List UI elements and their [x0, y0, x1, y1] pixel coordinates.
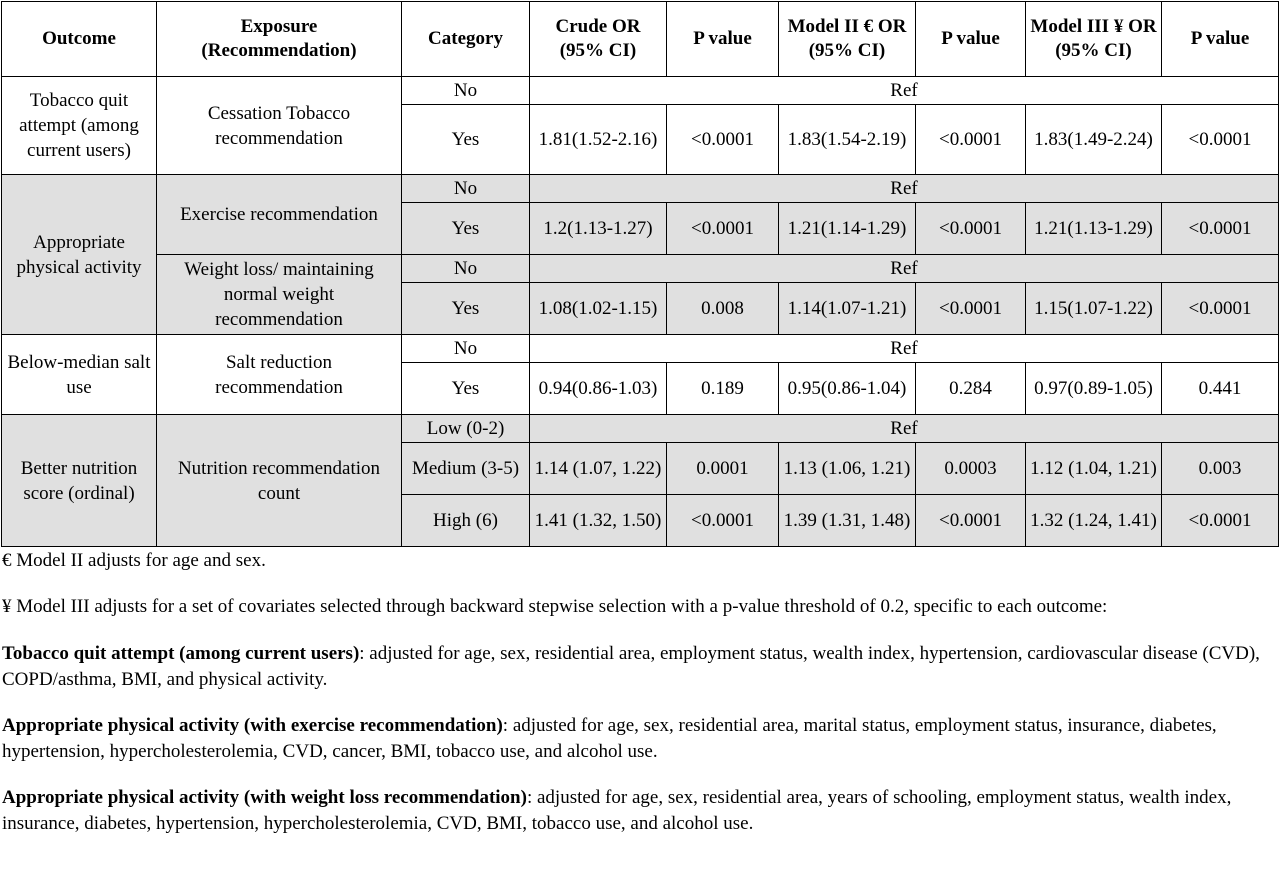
model3-or-cell: 1.21(1.13-1.29) [1026, 203, 1162, 255]
category-cell: High (6) [402, 495, 530, 547]
table-row [2, 335, 1279, 363]
footnote-exercise-text: : adjusted for age, sex, residential area, marital status, employment status, insurance, diabetes, hypertension, hypercholesterolemia, CVD, cancer, BMI, tobacco use, and alcohol use. [2, 715, 1217, 762]
model3-or-cell: 1.12 (1.04, 1.21) [1026, 443, 1162, 495]
footnote-model3: ¥ Model III adjusts for a set of covariates selected through backward stepwise selection with a p-value threshold of 0.2, specific to each outcome: [2, 596, 1108, 617]
exposure-cell: Exercise recommendation [157, 175, 402, 255]
crude-or-cell: 1.14 (1.07, 1.22) [530, 443, 667, 495]
p-value-cell: <0.0001 [667, 105, 779, 175]
p-value-cell: 0.189 [667, 363, 779, 415]
header-p-value-crude: P value [667, 2, 779, 77]
crude-or-cell: 1.81(1.52-2.16) [530, 105, 667, 175]
footnote-exercise-label: Appropriate physical activity (with exercise recommendation) [2, 715, 503, 736]
ref-cell: Ref [530, 77, 1279, 105]
footnote-weight [2, 785, 1274, 837]
footnote-tobacco-text: : adjusted for age, sex, residential area, employment status, wealth index, hypertension, cardiovascular disease (CVD), COPD/asthma, BMI, and physical activity. [2, 643, 1260, 690]
crude-or-cell: 0.94(0.86-1.03) [530, 363, 667, 415]
outcome-cell: Tobacco quit attempt (among current users) [2, 77, 157, 175]
category-cell: Medium (3-5) [402, 443, 530, 495]
p-value-cell: <0.0001 [916, 105, 1026, 175]
outcome-cell: Appropriate physical activity [2, 175, 157, 335]
category-cell: Yes [402, 363, 530, 415]
model3-or-cell: 0.97(0.89-1.05) [1026, 363, 1162, 415]
p-value-cell: 0.003 [1162, 443, 1279, 495]
ref-cell: Ref [530, 335, 1279, 363]
p-value-cell: 0.0001 [667, 443, 779, 495]
footnote-exercise [2, 713, 1274, 765]
p-value-cell: 0.441 [1162, 363, 1279, 415]
table-row [2, 415, 1279, 443]
category-cell: No [402, 77, 530, 105]
footnote-tobacco-label: Tobacco quit attempt (among current users) [2, 643, 360, 664]
crude-or-cell: 1.41 (1.32, 1.50) [530, 495, 667, 547]
header-p-value-model3: P value [1162, 2, 1279, 77]
header-category: Category [402, 2, 530, 77]
p-value-cell: <0.0001 [1162, 105, 1279, 175]
model2-or-cell: 1.21(1.14-1.29) [779, 203, 916, 255]
header-exposure: Exposure (Recommendation) [157, 2, 402, 77]
outcome-cell: Better nutrition score (ordinal) [2, 415, 157, 547]
p-value-cell: <0.0001 [1162, 283, 1279, 335]
model3-or-cell: 1.32 (1.24, 1.41) [1026, 495, 1162, 547]
p-value-cell: <0.0001 [916, 495, 1026, 547]
header-p-value-model2: P value [916, 2, 1026, 77]
category-cell: Yes [402, 203, 530, 255]
header-row [2, 2, 1279, 77]
category-cell: Yes [402, 105, 530, 175]
category-cell: Yes [402, 283, 530, 335]
category-cell: Low (0-2) [402, 415, 530, 443]
header-outcome: Outcome [2, 2, 157, 77]
footnote-tobacco [2, 641, 1274, 693]
p-value-cell: 0.0003 [916, 443, 1026, 495]
category-cell: No [402, 335, 530, 363]
crude-or-cell: 1.2(1.13-1.27) [530, 203, 667, 255]
p-value-cell: <0.0001 [916, 283, 1026, 335]
footnote-weight-text: : adjusted for age, sex, residential area, years of schooling, employment status, wealth index, insurance, diabetes, hypertension, hypercholesterolemia, CVD, BMI, tobacco use, and alcohol use. [2, 787, 1232, 834]
p-value-cell: 0.008 [667, 283, 779, 335]
p-value-cell: <0.0001 [1162, 203, 1279, 255]
ref-cell: Ref [530, 415, 1279, 443]
footnote-weight-label: Appropriate physical activity (with weight loss recommendation) [2, 787, 527, 808]
p-value-cell: <0.0001 [1162, 495, 1279, 547]
category-cell: No [402, 175, 530, 203]
outcome-cell: Below-median salt use [2, 335, 157, 415]
p-value-cell: 0.284 [916, 363, 1026, 415]
p-value-cell: <0.0001 [667, 203, 779, 255]
ref-cell: Ref [530, 175, 1279, 203]
exposure-cell: Weight loss/ maintaining normal weight recommendation [157, 255, 402, 335]
p-value-cell: <0.0001 [667, 495, 779, 547]
category-cell: No [402, 255, 530, 283]
exposure-cell: Salt reduction recommendation [157, 335, 402, 415]
header-crude-or: Crude OR (95% CI) [530, 2, 667, 77]
model2-or-cell: 1.13 (1.06, 1.21) [779, 443, 916, 495]
model2-or-cell: 1.83(1.54-2.19) [779, 105, 916, 175]
table-row [2, 255, 1279, 283]
exposure-cell: Nutrition recommendation count [157, 415, 402, 547]
model2-or-cell: 1.39 (1.31, 1.48) [779, 495, 916, 547]
model2-or-cell: 0.95(0.86-1.04) [779, 363, 916, 415]
exposure-cell: Cessation Tobacco recommendation [157, 77, 402, 175]
model2-or-cell: 1.14(1.07-1.21) [779, 283, 916, 335]
table-footnotes [2, 548, 1274, 837]
model3-or-cell: 1.15(1.07-1.22) [1026, 283, 1162, 335]
header-model3-or: Model III ¥ OR (95% CI) [1026, 2, 1162, 77]
table-row [2, 77, 1279, 105]
ref-cell: Ref [530, 255, 1279, 283]
crude-or-cell: 1.08(1.02-1.15) [530, 283, 667, 335]
p-value-cell: <0.0001 [916, 203, 1026, 255]
header-model2-or: Model II € OR (95% CI) [779, 2, 916, 77]
footnote-model2: € Model II adjusts for age and sex. [2, 550, 266, 571]
table-row [2, 175, 1279, 203]
results-table [1, 1, 1279, 547]
model3-or-cell: 1.83(1.49-2.24) [1026, 105, 1162, 175]
